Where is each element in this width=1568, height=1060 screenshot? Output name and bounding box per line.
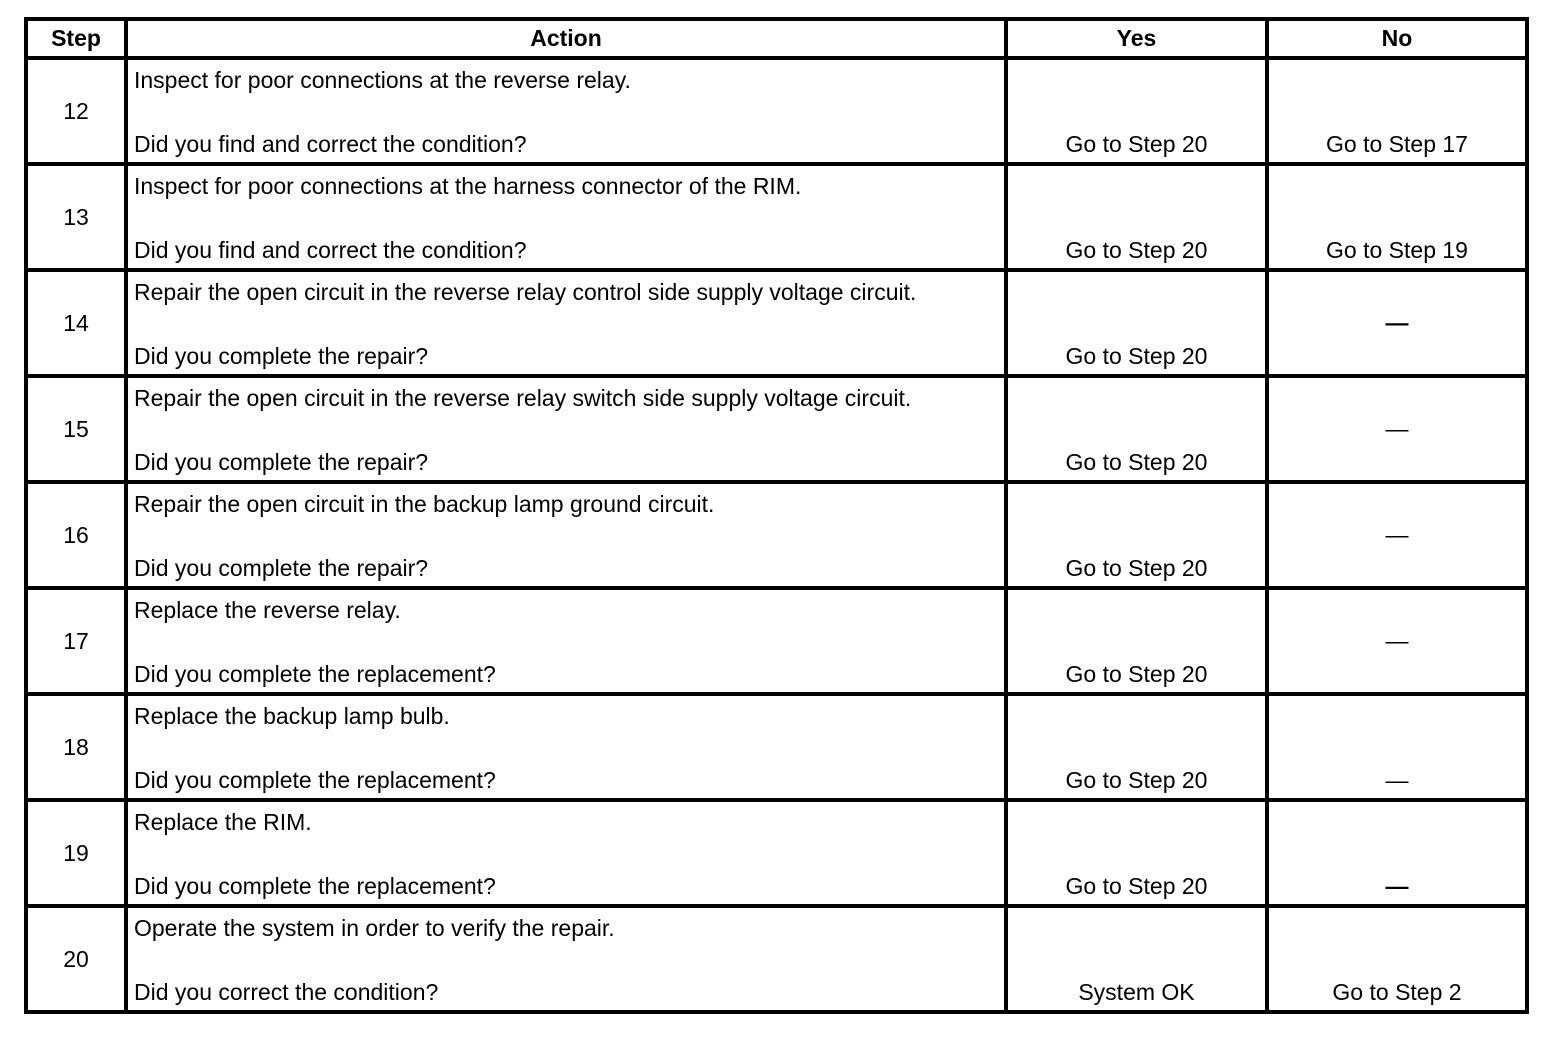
action-cell: [126, 270, 1006, 376]
table-row: [26, 588, 1527, 694]
action-instruction: Repair the open circuit in the backup lamp ground circuit.: [134, 491, 715, 517]
no-result: Go to Step 17: [1326, 131, 1468, 157]
yes-result: Go to Step 20: [1065, 449, 1208, 475]
action-cell: [126, 588, 1006, 694]
no-cell: [1267, 270, 1527, 376]
no-cell: [1267, 58, 1527, 164]
table-body: [26, 58, 1527, 1012]
step-number: 14: [26, 270, 126, 376]
no-result: —: [1385, 415, 1409, 442]
table-row: [26, 694, 1527, 800]
action-instruction: Repair the open circuit in the reverse relay control side supply voltage circuit.: [134, 279, 917, 305]
yes-cell: [1006, 58, 1267, 164]
step-number: 17: [26, 588, 126, 694]
table-row: [26, 800, 1527, 906]
step-number: 15: [26, 376, 126, 482]
no-result: —: [1385, 627, 1409, 654]
no-result: Go to Step 19: [1326, 237, 1468, 263]
yes-result: Go to Step 20: [1065, 237, 1208, 263]
yes-cell: [1006, 376, 1267, 482]
action-question: Did you find and correct the condition?: [134, 237, 527, 263]
no-result: Go to Step 2: [1332, 979, 1462, 1005]
action-cell: [126, 482, 1006, 588]
no-result: —: [1385, 309, 1409, 336]
no-cell: [1267, 694, 1527, 800]
step-number: 19: [26, 800, 126, 906]
action-instruction: Inspect for poor connections at the reverse relay.: [134, 67, 631, 93]
step-number: 20: [26, 906, 126, 1012]
no-cell: [1267, 376, 1527, 482]
no-cell: [1267, 906, 1527, 1012]
action-instruction: Repair the open circuit in the reverse relay switch side supply voltage circuit.: [134, 385, 912, 411]
yes-result: Go to Step 20: [1065, 555, 1208, 581]
yes-result: Go to Step 20: [1065, 767, 1208, 793]
action-instruction: Replace the reverse relay.: [134, 597, 401, 623]
no-cell: [1267, 588, 1527, 694]
action-cell: [126, 800, 1006, 906]
action-question: Did you find and correct the condition?: [134, 131, 527, 157]
no-result: —: [1385, 873, 1409, 899]
table-row: [26, 164, 1527, 270]
diagnostic-table: [24, 17, 1529, 1014]
yes-cell: [1006, 694, 1267, 800]
action-question: Did you correct the condition?: [134, 979, 439, 1005]
action-question: Did you complete the replacement?: [134, 873, 496, 899]
table-row: [26, 376, 1527, 482]
action-cell: [126, 906, 1006, 1012]
action-question: Did you complete the repair?: [134, 449, 429, 475]
no-cell: [1267, 164, 1527, 270]
no-result: —: [1385, 767, 1409, 793]
action-cell: [126, 376, 1006, 482]
action-cell: [126, 58, 1006, 164]
action-instruction: Replace the RIM.: [134, 809, 312, 835]
yes-cell: [1006, 800, 1267, 906]
no-result: —: [1385, 521, 1409, 548]
yes-cell: [1006, 906, 1267, 1012]
action-instruction: Replace the backup lamp bulb.: [134, 703, 450, 729]
yes-result: Go to Step 20: [1065, 661, 1208, 687]
yes-cell: [1006, 270, 1267, 376]
action-cell: [126, 164, 1006, 270]
action-instruction: Inspect for poor connections at the harness connector of the RIM.: [134, 173, 802, 199]
table-row: [26, 270, 1527, 376]
diagnostic-table-container: [24, 17, 1525, 1014]
yes-cell: [1006, 164, 1267, 270]
header-action: Action: [126, 19, 1006, 58]
no-cell: [1267, 482, 1527, 588]
yes-result: Go to Step 20: [1065, 873, 1208, 899]
table-row: [26, 906, 1527, 1012]
yes-result: Go to Step 20: [1065, 343, 1208, 369]
step-number: 12: [26, 58, 126, 164]
step-number: 16: [26, 482, 126, 588]
step-number: 18: [26, 694, 126, 800]
action-instruction: Operate the system in order to verify the repair.: [134, 915, 615, 941]
header-yes: Yes: [1006, 19, 1267, 58]
no-cell: [1267, 800, 1527, 906]
action-question: Did you complete the replacement?: [134, 661, 496, 687]
table-header-row: [26, 19, 1527, 58]
step-number: 13: [26, 164, 126, 270]
action-cell: [126, 694, 1006, 800]
yes-result: System OK: [1078, 979, 1195, 1005]
action-question: Did you complete the repair?: [134, 343, 429, 369]
action-question: Did you complete the repair?: [134, 555, 429, 581]
yes-cell: [1006, 482, 1267, 588]
action-question: Did you complete the replacement?: [134, 767, 496, 793]
header-no: No: [1267, 19, 1527, 58]
header-step: Step: [26, 19, 126, 58]
yes-result: Go to Step 20: [1065, 131, 1208, 157]
table-row: [26, 482, 1527, 588]
yes-cell: [1006, 588, 1267, 694]
table-row: [26, 58, 1527, 164]
